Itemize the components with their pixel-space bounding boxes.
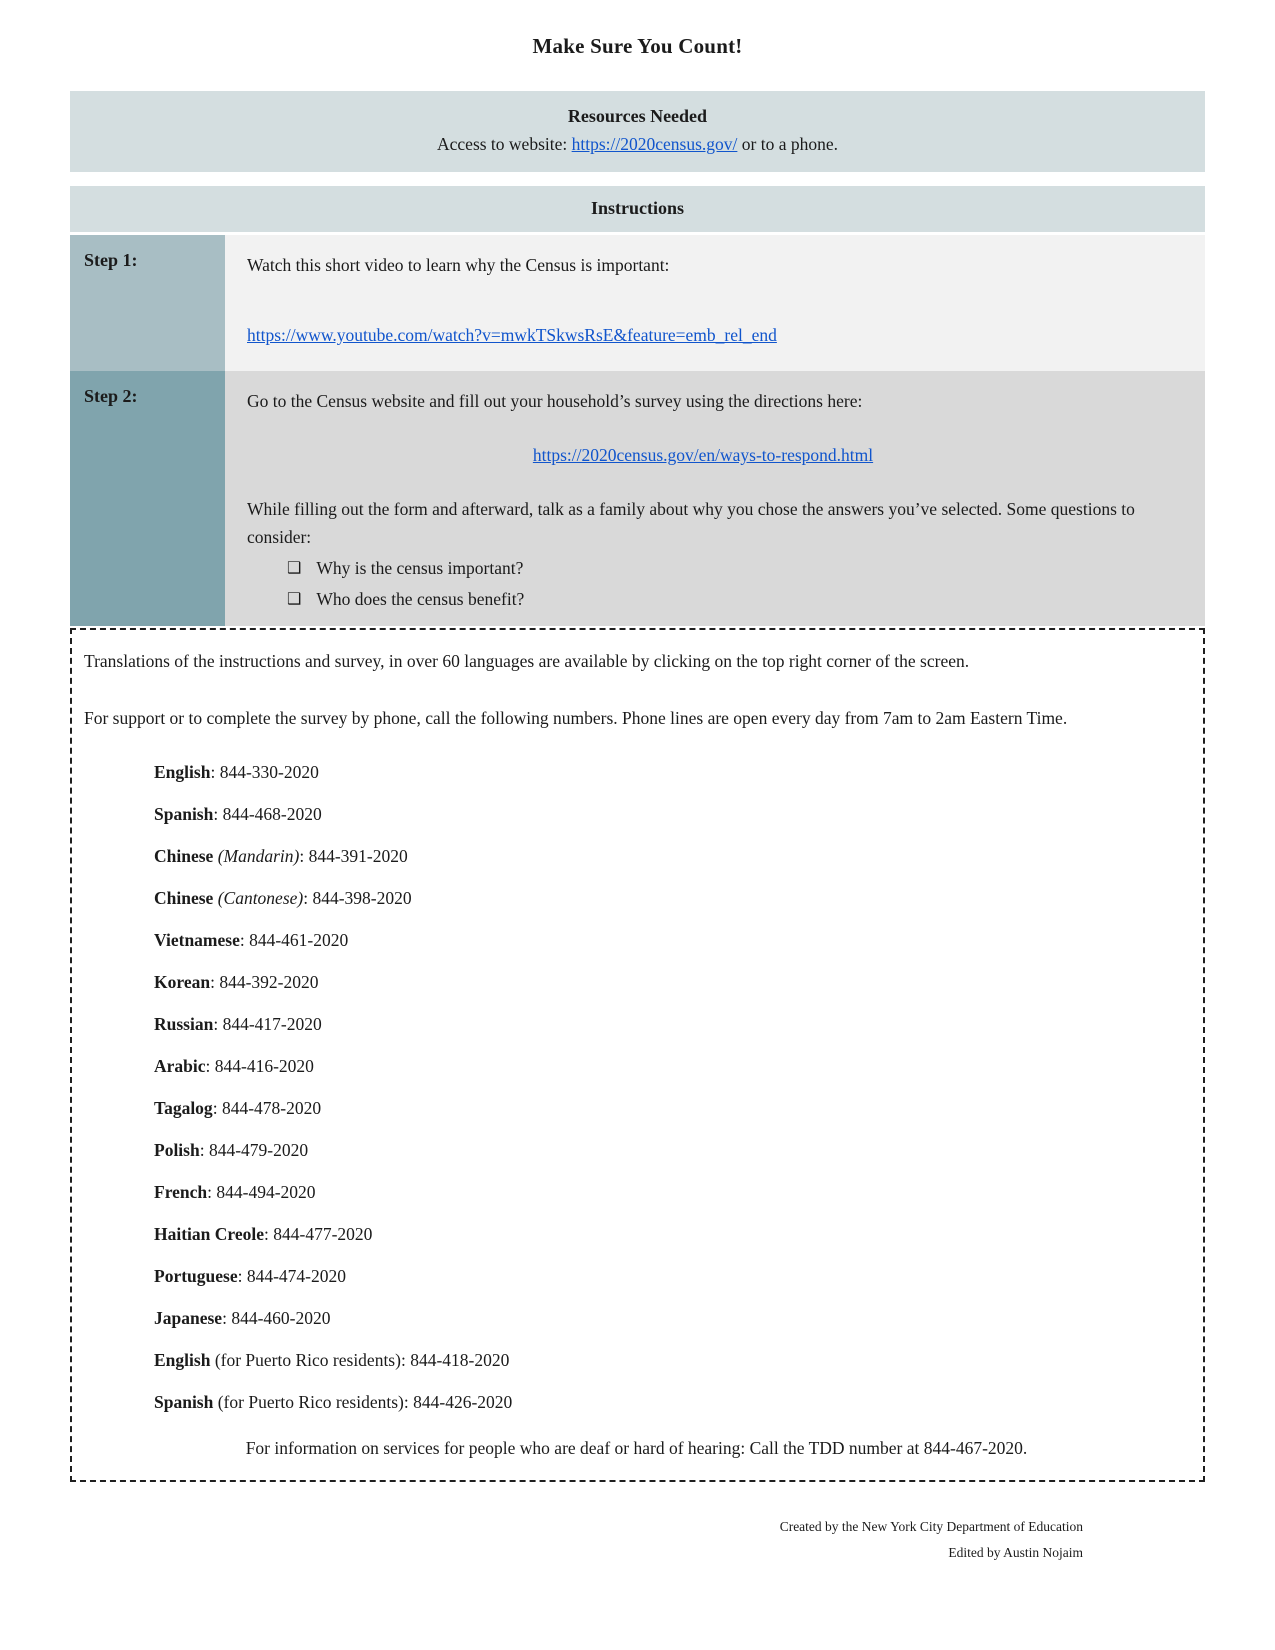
- phone-list-item: [154, 1266, 1189, 1287]
- separator: :: [199, 1139, 209, 1160]
- phone-number: 844-330-2020: [219, 761, 319, 782]
- instructions-heading: Instructions: [70, 186, 1205, 232]
- credit-line-created: Created by the New York City Department of Education: [779, 1519, 1083, 1535]
- phone-list-item: [154, 1056, 1189, 1077]
- separator: :: [303, 887, 313, 908]
- language-name: Japanese: [154, 1307, 223, 1328]
- credit-line-edited: Edited by Austin Nojaim: [948, 1544, 1083, 1560]
- language-name: Tagalog: [154, 1097, 213, 1118]
- access-prefix-text: Access to website:: [437, 134, 572, 154]
- step-1-label: Step 1:: [70, 235, 225, 371]
- phone-number: 844-426-2020: [413, 1391, 513, 1412]
- phone-support-note: For support or to complete the survey by phone, call the following numbers. Phone lines are open every day from 7am to 2am Eastern Time.: [84, 708, 1068, 729]
- phone-number: 844-474-2020: [246, 1265, 347, 1286]
- phone-list-item: [154, 972, 1189, 993]
- phone-numbers-list: [154, 762, 1189, 1413]
- phone-number: 844-460-2020: [231, 1307, 331, 1328]
- step-2-text: Go to the Census website and fill out your household’s survey using the directions here:: [247, 391, 863, 411]
- language-name: Korean: [154, 971, 211, 992]
- list-item: [287, 553, 1159, 584]
- separator: :: [213, 803, 223, 824]
- language-name: Russian: [154, 1013, 214, 1034]
- phone-number: 844-468-2020: [222, 803, 322, 824]
- language-name: Vietnamese: [154, 929, 240, 950]
- step-1-row: [70, 235, 1205, 371]
- language-note-italic: (Cantonese): [213, 887, 304, 908]
- separator: :: [239, 929, 250, 950]
- language-name: Spanish: [154, 1391, 214, 1412]
- language-note: (for Puerto Rico residents): [213, 1391, 404, 1412]
- instructions-section: [70, 186, 1205, 626]
- language-name: English: [154, 761, 211, 782]
- step-2-discussion-text: While filling out the form and afterward, talk as a family about why you chose the answers you’ve selected. Some questions to consider:: [247, 499, 1135, 547]
- phone-number: 844-417-2020: [222, 1013, 322, 1034]
- phone-list-item: [154, 1392, 1189, 1413]
- language-note: (for Puerto Rico residents): [210, 1349, 401, 1370]
- separator: :: [213, 1013, 223, 1034]
- language-name: Arabic: [154, 1055, 206, 1076]
- separator: :: [205, 1055, 215, 1076]
- language-name: Haitian Creole: [154, 1223, 265, 1244]
- language-name: Chinese: [154, 887, 214, 908]
- phone-number: 844-494-2020: [216, 1181, 316, 1202]
- separator: :: [237, 1265, 247, 1286]
- separator: :: [400, 1349, 411, 1370]
- separator: :: [264, 1223, 274, 1244]
- translations-note: Translations of the instructions and survey, in over 60 languages are available by clicking on the top right corner of the screen.: [84, 651, 970, 672]
- separator: :: [403, 1391, 414, 1412]
- phone-number: 844-479-2020: [208, 1139, 309, 1160]
- phone-number: 844-392-2020: [219, 971, 319, 992]
- census-website-link[interactable]: https://2020census.gov/: [571, 134, 738, 154]
- language-name: French: [154, 1181, 208, 1202]
- page-title: Make Sure You Count!: [532, 34, 743, 58]
- step-1-text: Watch this short video to learn why the Census is important:: [247, 255, 670, 275]
- phone-number: 844-477-2020: [273, 1223, 373, 1244]
- phone-list-item: [154, 1140, 1189, 1161]
- language-name: Chinese: [154, 845, 214, 866]
- phone-list-item: [154, 1182, 1189, 1203]
- checkbox-icon: ❑: [287, 560, 302, 577]
- step-1-content: [225, 235, 1205, 371]
- ways-to-respond-link[interactable]: https://2020census.gov/en/ways-to-respond.html: [532, 445, 874, 465]
- list-item: [287, 584, 1159, 615]
- phone-number: 844-398-2020: [312, 887, 412, 908]
- step-2-row: [70, 371, 1205, 626]
- question-text: Who does the census benefit?: [316, 588, 525, 609]
- checkbox-icon: ❑: [287, 590, 302, 608]
- phone-number: 844-478-2020: [221, 1097, 322, 1118]
- language-name: English: [154, 1349, 211, 1370]
- question-text: Why is the census important?: [316, 558, 524, 578]
- separator: :: [212, 1097, 222, 1118]
- resources-needed-heading: Resources Needed: [567, 106, 708, 126]
- language-name: Portuguese: [154, 1265, 238, 1286]
- phone-list-item: [154, 762, 1189, 783]
- phone-number: 844-418-2020: [410, 1349, 510, 1370]
- phone-list-item: [154, 1224, 1189, 1245]
- discussion-questions-list: [247, 553, 1159, 614]
- step-2-content: [225, 371, 1205, 626]
- resources-needed-section: [70, 91, 1205, 172]
- section-divider: [70, 172, 1205, 186]
- access-suffix-text: or to a phone.: [737, 134, 838, 154]
- phone-list-item: [154, 1014, 1189, 1035]
- step-2-label: Step 2:: [70, 371, 225, 626]
- phone-number: 844-461-2020: [249, 929, 349, 950]
- phone-number: 844-391-2020: [308, 845, 408, 866]
- phone-support-section: [70, 628, 1205, 1482]
- phone-number: 844-416-2020: [214, 1055, 314, 1076]
- tdd-note: For information on services for people who are deaf or hard of hearing: Call the TDD number at 844-467-2020.: [245, 1437, 1028, 1458]
- phone-list-item: [154, 888, 1189, 909]
- credits: [70, 1514, 1083, 1565]
- phone-list-item: [154, 930, 1189, 951]
- phone-list-item: [154, 1350, 1189, 1371]
- youtube-video-link[interactable]: https://www.youtube.com/watch?v=mwkTSkwsRsE&feature=emb_rel_end: [247, 325, 777, 345]
- phone-list-item: [154, 846, 1189, 867]
- language-name: Polish: [154, 1139, 200, 1160]
- separator: :: [207, 1181, 217, 1202]
- resources-access-line: [70, 134, 1205, 155]
- separator: :: [210, 971, 220, 992]
- separator: :: [210, 761, 220, 782]
- document-page: [70, 0, 1205, 1565]
- language-name: Spanish: [154, 803, 214, 824]
- separator: :: [299, 845, 309, 866]
- phone-list-item: [154, 804, 1189, 825]
- phone-list-item: [154, 1098, 1189, 1119]
- language-note-italic: (Mandarin): [213, 845, 300, 866]
- separator: :: [222, 1307, 232, 1328]
- phone-list-item: [154, 1308, 1189, 1329]
